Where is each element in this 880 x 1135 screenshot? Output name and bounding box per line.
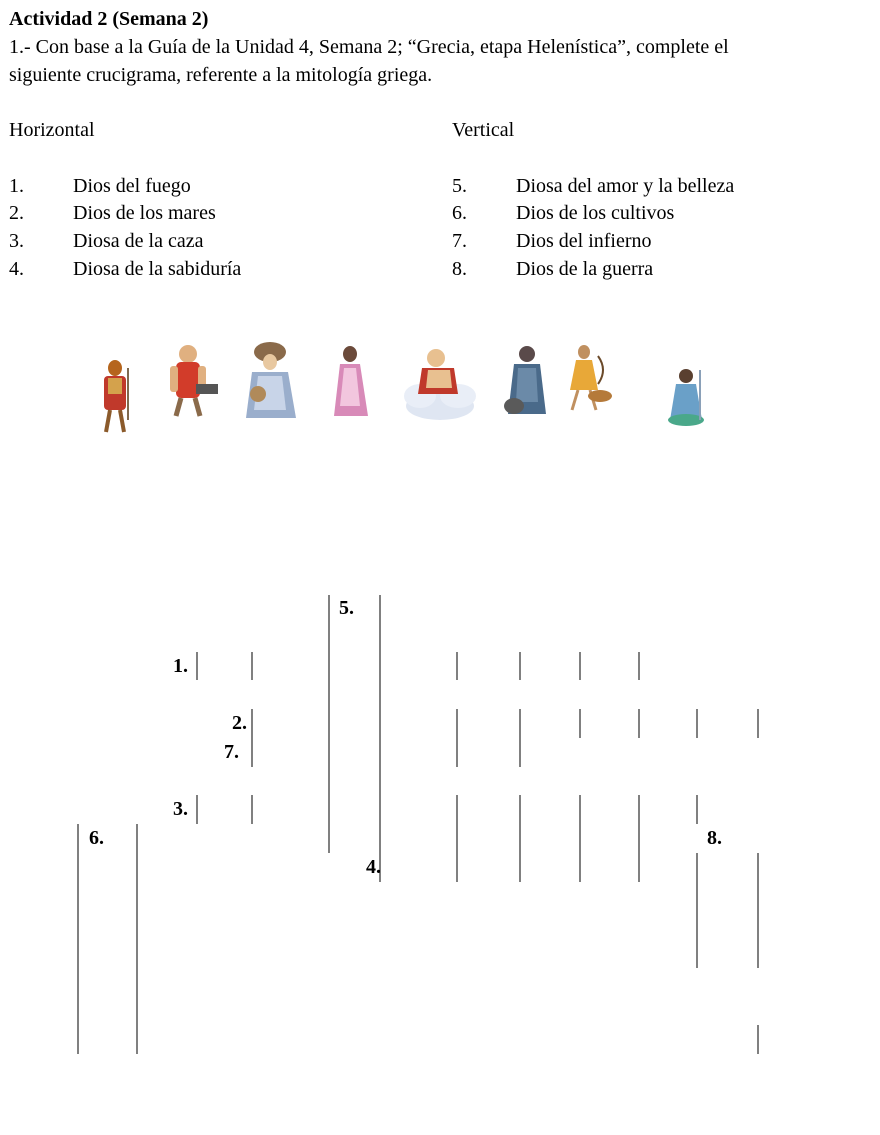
horizontal-clue-text: Dios de los mares — [73, 202, 216, 224]
activity-title: Actividad 2 (Semana 2) — [9, 8, 209, 30]
horizontal-clue-text: Diosa de la caza — [73, 230, 204, 252]
vertical-clue-number: 6. — [452, 202, 467, 224]
crossword-number-6: 6. — [89, 827, 104, 849]
instruction-line-2: siguiente crucigrama, referente a la mitología griega. — [9, 64, 433, 86]
vertical-heading: Vertical — [452, 119, 515, 141]
vertical-clue-number: 7. — [452, 230, 467, 252]
crossword-number-4: 4. — [366, 856, 381, 878]
horizontal-clue-number: 4. — [9, 258, 24, 280]
vertical-clue-text: Diosa del amor y la belleza — [516, 175, 735, 197]
crossword-number-2: 2. — [232, 712, 247, 734]
horizontal-clue-text: Dios del fuego — [73, 175, 191, 197]
instruction-line-1: 1.- Con base a la Guía de la Unidad 4, Semana 2; “Grecia, etapa Helenística”, complete el — [9, 36, 729, 58]
horizontal-clue-number: 1. — [9, 175, 24, 197]
vertical-clue-text: Dios de los cultivos — [516, 202, 675, 224]
crossword-number-3: 3. — [173, 798, 188, 820]
horizontal-clue-number: 3. — [9, 230, 24, 252]
vertical-clue-text: Dios del infierno — [516, 230, 652, 252]
crossword-number-7: 7. — [224, 741, 239, 763]
crossword-number-5: 5. — [339, 597, 354, 619]
crossword-number-1: 1. — [173, 655, 188, 677]
horizontal-clue-text: Diosa de la sabiduría — [73, 258, 242, 280]
vertical-clue-number: 8. — [452, 258, 467, 280]
crossword-number-8: 8. — [707, 827, 722, 849]
vertical-clue-number: 5. — [452, 175, 467, 197]
horizontal-clue-number: 2. — [9, 202, 24, 224]
vertical-clue-text: Dios de la guerra — [516, 258, 654, 280]
horizontal-heading: Horizontal — [9, 119, 95, 141]
